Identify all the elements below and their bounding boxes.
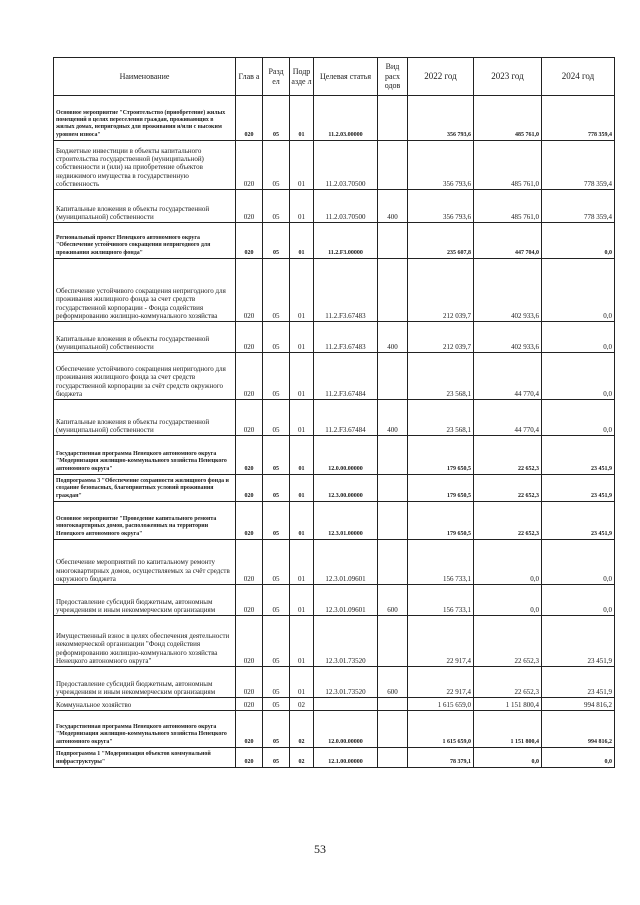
row-name: Основное мероприятие "Строительство (приобретение) жилых помещений в целях переселения граждан, проживающих в жилых домах, непригодных для проживания и/или с высоким уровнем износа" [54,96,236,141]
row-target [314,698,378,711]
row-target: 11.2.03.70500 [314,141,378,190]
row-glava: 020 [236,353,263,400]
row-razdel: 05 [263,502,290,540]
row-target: 12.3.01.09601 [314,540,378,585]
row-glava: 020 [236,96,263,141]
row-value-2022: 179 650,5 [408,475,474,502]
row-target: 12.3.01.00000 [314,502,378,540]
row-value-2023: 0,0 [474,540,542,585]
row-name: Капитальные вложения в объекты государственной (муниципальной) собственности [54,322,236,353]
header-2024: 2024 год [542,58,615,96]
table-row [54,585,615,616]
row-value-2022: 23 568,1 [408,400,474,436]
table-row [54,616,615,667]
row-razdel: 05 [263,400,290,436]
row-value-2023: 402 933,6 [474,259,542,322]
header-target: Целевая статья [314,58,378,96]
row-razdel: 05 [263,748,290,768]
row-name: Коммунальное хозяйство [54,698,236,711]
row-target: 12.0.00.00000 [314,711,378,748]
row-podrazdel: 02 [290,711,314,748]
row-vid [378,475,408,502]
row-vid [378,259,408,322]
row-vid: 400 [378,400,408,436]
row-value-2024: 23 451,9 [542,667,615,698]
row-podrazdel: 01 [290,259,314,322]
table-row [54,436,615,475]
row-razdel: 05 [263,436,290,475]
row-glava: 020 [236,667,263,698]
row-value-2024: 23 451,9 [542,436,615,475]
header-vid: Вид расх одов [378,58,408,96]
row-target: 12.3.01.73520 [314,667,378,698]
table-row [54,96,615,141]
row-vid [378,223,408,259]
table-row [54,190,615,223]
row-value-2023: 44 770,4 [474,400,542,436]
row-value-2022: 179 650,5 [408,502,474,540]
row-razdel: 05 [263,96,290,141]
row-name: Капитальные вложения в объекты государственной (муниципальной) собственности [54,190,236,223]
row-name: Капитальные вложения в объекты государственной (муниципальной) собственности [54,400,236,436]
row-target: 11.2.03.70500 [314,190,378,223]
row-podrazdel: 01 [290,190,314,223]
row-vid [378,711,408,748]
row-podrazdel: 01 [290,96,314,141]
row-value-2024: 23 451,9 [542,502,615,540]
row-glava: 020 [236,540,263,585]
row-value-2022: 22 917,4 [408,667,474,698]
table-header-row [54,58,615,96]
row-value-2022: 356 793,6 [408,96,474,141]
row-podrazdel: 01 [290,322,314,353]
row-podrazdel: 02 [290,748,314,768]
row-value-2022: 1 615 659,0 [408,698,474,711]
row-value-2024: 0,0 [542,353,615,400]
row-glava: 020 [236,436,263,475]
row-vid [378,616,408,667]
header-2023: 2023 год [474,58,542,96]
row-value-2023: 0,0 [474,585,542,616]
row-podrazdel: 01 [290,616,314,667]
header-name: Наименование [54,58,236,96]
row-value-2024: 778 359,4 [542,141,615,190]
row-vid: 400 [378,190,408,223]
row-value-2023: 44 770,4 [474,353,542,400]
row-razdel: 05 [263,353,290,400]
row-glava: 020 [236,475,263,502]
row-podrazdel: 01 [290,540,314,585]
row-vid [378,748,408,768]
header-2022: 2022 год [408,58,474,96]
row-target: 12.3.00.00000 [314,475,378,502]
row-value-2024: 23 451,9 [542,616,615,667]
row-value-2022: 356 793,6 [408,190,474,223]
row-value-2022: 1 615 659,0 [408,711,474,748]
row-value-2022: 212 039,7 [408,259,474,322]
table-row [54,748,615,768]
row-razdel: 05 [263,667,290,698]
row-name: Бюджетные инвестиции в объекты капитального строительства государственной (муниципальной) собственности и (или) на приобретение объектов недвижимого имущества в государственную собственность [54,141,236,190]
page-number: 53 [314,842,326,856]
row-value-2023: 447 704,0 [474,223,542,259]
row-value-2023: 485 761,0 [474,141,542,190]
row-value-2023: 485 761,0 [474,190,542,223]
row-vid [378,353,408,400]
row-glava: 020 [236,585,263,616]
table-body [54,96,615,768]
row-glava: 020 [236,141,263,190]
row-name: Имущественный взнос в целях обеспечения деятельности некоммерческой организации "Фонд содействия реформированию жилищно-коммунального хозяйства Ненецкого автономного округа" [54,616,236,667]
row-value-2022: 212 039,7 [408,322,474,353]
row-razdel: 05 [263,540,290,585]
row-glava: 020 [236,259,263,322]
row-value-2024: 778 359,4 [542,190,615,223]
row-name: Региональный проект Ненецкого автономного округа "Обеспечение устойчивого сокращения непригодного для проживания жилищного фонда" [54,223,236,259]
header-podrazdel: Подр азде л [290,58,314,96]
row-value-2023: 22 652,3 [474,616,542,667]
row-razdel: 05 [263,190,290,223]
row-value-2022: 356 793,6 [408,141,474,190]
row-value-2024: 0,0 [542,748,615,768]
row-vid [378,540,408,585]
row-value-2024: 0,0 [542,585,615,616]
row-value-2024: 0,0 [542,400,615,436]
budget-table [53,57,615,768]
row-value-2022: 235 607,8 [408,223,474,259]
row-target: 11.2.03.00000 [314,96,378,141]
row-value-2023: 1 151 800,4 [474,698,542,711]
row-razdel: 05 [263,475,290,502]
row-value-2024: 0,0 [542,223,615,259]
row-podrazdel: 01 [290,667,314,698]
row-name: Основное мероприятие "Проведение капитального ремонта многоквартирных домов, расположенных на территории Ненецкого автономного округа" [54,502,236,540]
row-value-2023: 0,0 [474,748,542,768]
row-vid [378,698,408,711]
row-value-2024: 994 816,2 [542,698,615,711]
row-razdel: 05 [263,711,290,748]
row-value-2023: 22 652,3 [474,475,542,502]
row-value-2022: 179 650,5 [408,436,474,475]
table-row [54,400,615,436]
row-podrazdel: 01 [290,223,314,259]
table-row [54,475,615,502]
row-vid: 600 [378,585,408,616]
row-name: Государственная программа Ненецкого автономного округа "Модернизация жилищно-коммунального хозяйства Ненецкого автономного округа" [54,436,236,475]
row-value-2024: 23 451,9 [542,475,615,502]
row-value-2022: 78 379,1 [408,748,474,768]
row-razdel: 05 [263,322,290,353]
table-row [54,259,615,322]
row-podrazdel: 01 [290,436,314,475]
row-target: 11.2.F3.67484 [314,400,378,436]
row-glava: 020 [236,400,263,436]
row-razdel: 05 [263,698,290,711]
row-value-2023: 22 652,3 [474,667,542,698]
row-name: Обеспечение устойчивого сокращения непригодного для проживания жилищного фонда за счет средств государственной корпорации - Фонда содействия реформированию жилищно-коммунального хозяйства [54,259,236,322]
row-glava: 020 [236,711,263,748]
row-value-2022: 22 917,4 [408,616,474,667]
row-razdel: 05 [263,616,290,667]
row-value-2023: 402 933,6 [474,322,542,353]
row-value-2023: 22 652,3 [474,436,542,475]
row-glava: 020 [236,190,263,223]
row-value-2024: 0,0 [542,540,615,585]
table-row [54,353,615,400]
row-target: 12.1.00.00000 [314,748,378,768]
row-name: Предоставление субсидий бюджетным, автономным учреждениям и иным некоммерческим организациям [54,585,236,616]
row-vid [378,436,408,475]
row-target: 11.2.F3.67484 [314,353,378,400]
table-row [54,223,615,259]
row-podrazdel: 01 [290,502,314,540]
row-name: Подпрограмма 3 "Обеспечение сохранности жилищного фонда и создание безопасных, благоприятных условий проживания граждан" [54,475,236,502]
row-value-2024: 778 359,4 [542,96,615,141]
table-row [54,667,615,698]
row-razdel: 05 [263,259,290,322]
row-target: 12.0.00.00000 [314,436,378,475]
row-value-2022: 23 568,1 [408,353,474,400]
table-row [54,698,615,711]
table-row [54,540,615,585]
row-target: 11.2.F3.00000 [314,223,378,259]
header-razdel: Разд ел [263,58,290,96]
row-name: Обеспечение мероприятий по капитальному ремонту многоквартирных домов, осуществляемых за счёт средств окружного бюджета [54,540,236,585]
row-podrazdel: 01 [290,141,314,190]
row-name: Государственная программа Ненецкого автономного округа "Модернизация жилищно-коммунального хозяйства Ненецкого автономного округа" [54,711,236,748]
row-target: 12.3.01.73520 [314,616,378,667]
row-value-2022: 156 733,1 [408,585,474,616]
row-name: Предоставление субсидий бюджетным, автономным учреждениям и иным некоммерческим организациям [54,667,236,698]
row-target: 11.2.F3.67483 [314,322,378,353]
row-vid [378,141,408,190]
row-target: 12.3.01.09601 [314,585,378,616]
row-podrazdel: 01 [290,475,314,502]
row-podrazdel: 01 [290,353,314,400]
row-vid: 400 [378,322,408,353]
row-razdel: 05 [263,585,290,616]
row-value-2023: 1 151 800,4 [474,711,542,748]
row-value-2023: 485 761,0 [474,96,542,141]
table-row [54,141,615,190]
row-glava: 020 [236,698,263,711]
row-razdel: 05 [263,223,290,259]
row-value-2024: 0,0 [542,322,615,353]
table-row [54,711,615,748]
row-name: Подпрограмма 1 "Модернизация объектов коммунальной инфраструктуры" [54,748,236,768]
row-value-2023: 22 652,3 [474,502,542,540]
row-podrazdel: 01 [290,585,314,616]
row-glava: 020 [236,223,263,259]
row-vid: 600 [378,667,408,698]
row-value-2024: 0,0 [542,259,615,322]
table-row [54,502,615,540]
row-podrazdel: 01 [290,400,314,436]
row-razdel: 05 [263,141,290,190]
row-name: Обеспечение устойчивого сокращения непригодного для проживания жилищного фонда за счет средств государственной корпорации за счёт средств окружного бюджета [54,353,236,400]
row-value-2024: 994 816,2 [542,711,615,748]
header-glava: Глав а [236,58,263,96]
row-glava: 020 [236,616,263,667]
row-vid [378,502,408,540]
row-glava: 020 [236,322,263,353]
row-glava: 020 [236,502,263,540]
row-value-2022: 156 733,1 [408,540,474,585]
row-target: 11.2.F3.67483 [314,259,378,322]
row-podrazdel: 02 [290,698,314,711]
table-row [54,322,615,353]
row-vid [378,96,408,141]
row-glava: 020 [236,748,263,768]
